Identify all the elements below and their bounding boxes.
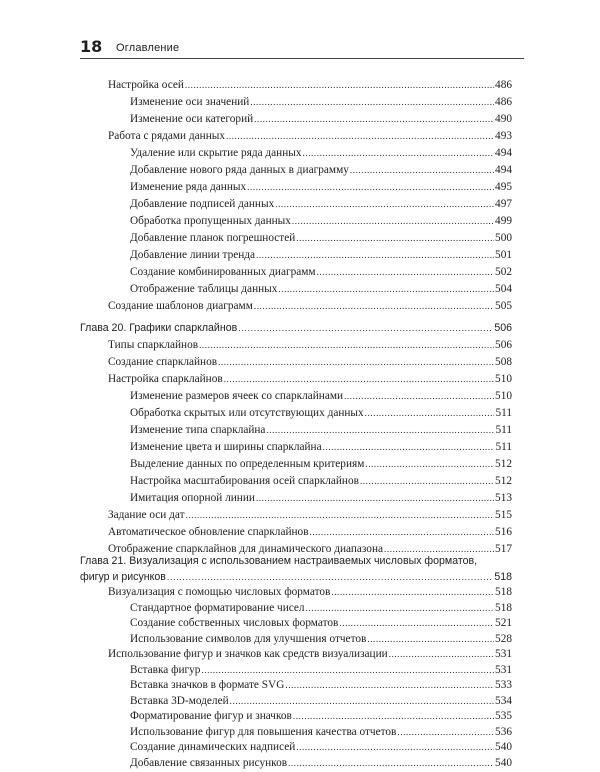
toc-entry: Задание оси дат ..... 515 [108,507,512,524]
toc-entry: Создание собственных числовых форматов ..... 521 [130,615,512,632]
toc-entry: Обработка скрытых или отсутствующих данных ..... 511 [130,405,512,422]
toc-entry: Создание спарклайнов ..... 508 [108,354,512,371]
toc-entry: Имитация опорной линии ..... 513 [130,490,512,507]
toc-entry: Отображение спарклайнов для динамического диапазона ..... 517 [108,541,512,558]
toc-entry: Типы спарклайнов ..... 506 [108,337,512,354]
toc-entry: Изменение ряда данных ..... 495 [130,179,512,196]
toc-entry: Вставка фигур ..... 531 [130,662,512,679]
toc-entry: Форматирование фигур и значков ..... 535 [130,708,512,725]
toc-entry: Выделение данных по определенным критериям ..... 512 [130,456,512,473]
toc-entry: Автоматическое обновление спарклайнов ..... 516 [108,524,512,541]
toc-entry: Обработка пропущенных данных ..... 499 [130,213,512,230]
running-title: Оглавление [116,42,180,54]
toc-entry: Изменение цвета и ширины спарклайна ..... 511 [130,439,512,456]
toc-entry: Стандартное форматирование чисел ..... 518 [130,600,512,617]
toc-entry: Создание шаблонов диаграмм ..... 505 [108,298,512,315]
toc-chapter: Глава 20. Графики спарклайнов ..... 506 [80,320,512,337]
toc-chapter: фигур и рисунков ..... 518 [80,569,512,586]
toc-entry: Создание динамических надписей ..... 540 [130,739,512,756]
toc-entry: Удаление или скрытие ряда данных ..... 494 [130,145,512,162]
toc-chapter-title-line: Глава 21. Визуализация с использованием настраиваемых числовых форматов, [80,555,478,567]
toc-entry: Создание комбинированных диаграмм ..... 502 [130,264,512,281]
toc-entry: Настройка осей ..... 486 [108,77,512,94]
toc-entry: Использование символов для улучшения отчетов ..... 528 [130,631,512,648]
toc-entry: Отображение таблицы данных ..... 504 [130,281,512,298]
toc-entry: Изменение типа спарклайна ..... 511 [130,422,512,439]
toc-entry: Настройка спарклайнов ..... 510 [108,371,512,388]
toc-entry: Добавление планок погрешностей ..... 500 [130,230,512,247]
toc-entry: Вставка 3D-моделей ..... 534 [130,693,512,710]
toc-entry: Визуализация с помощью числовых форматов ..... 518 [108,584,512,601]
toc-entry: Работа с рядами данных ..... 493 [108,128,512,145]
header-rule [80,58,524,59]
toc-entry: Изменение размеров ячеек со спарклайнами ..... 510 [130,388,512,405]
toc-entry: Настройка масштабирования осей спарклайнов ..... 512 [130,473,512,490]
toc-entry: Изменение оси значений ..... 486 [130,94,512,111]
toc-entry: Изменение оси категорий ..... 490 [130,111,512,128]
toc-entry: Добавление нового ряда данных в диаграмму ..... 494 [130,162,512,179]
page-number: 18 [80,37,103,56]
toc-entry: Добавление связанных рисунков ..... 540 [130,755,512,772]
toc-entry: Использование фигур для повышения качества отчетов ..... 536 [130,724,512,741]
toc-entry: Добавление подписей данных ..... 497 [130,196,512,213]
toc-entry: Добавление линии тренда ..... 501 [130,247,512,264]
page-header [80,37,524,59]
toc-entry: Вставка значков в формате SVG ..... 533 [130,677,512,694]
toc-entry: Использование фигур и значков как средств визуализации ..... 531 [108,646,512,663]
